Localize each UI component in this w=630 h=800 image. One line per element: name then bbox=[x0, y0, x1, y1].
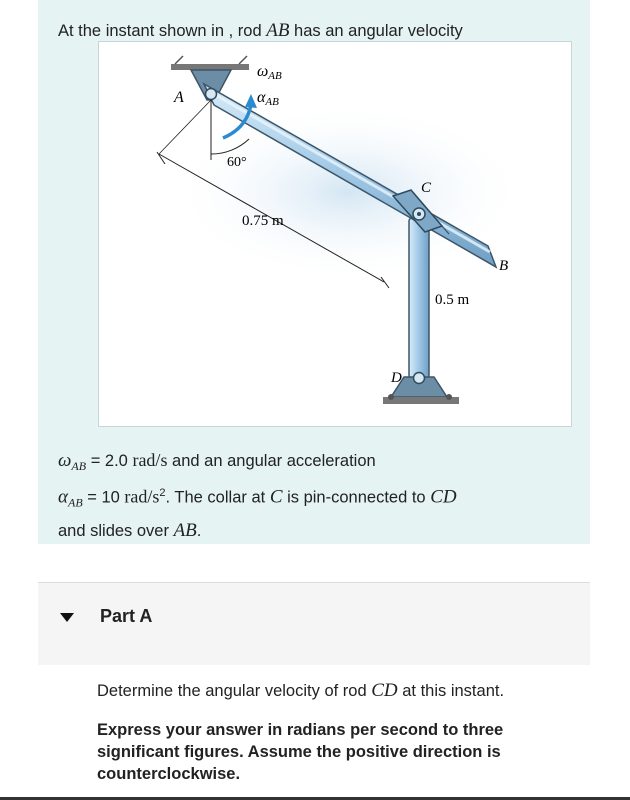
problem-figure bbox=[98, 41, 572, 427]
rod-cd bbox=[409, 218, 429, 378]
alpha-label: αAB bbox=[257, 89, 279, 108]
part-title[interactable]: Part A bbox=[100, 606, 153, 626]
label-a: A bbox=[174, 89, 184, 106]
rod-ab-symbol: AB bbox=[266, 20, 290, 41]
length-cd-label: 0.5 m bbox=[435, 292, 470, 308]
omega-label: ωAB bbox=[257, 63, 282, 82]
label-d: D bbox=[391, 370, 402, 386]
alpha-statement: $\alpha_{AB} = 10$ rad/$s^2$. The collar at C is pin-connected to CD bbox=[58, 486, 457, 510]
length-ab-label: 0.75 m bbox=[242, 213, 284, 229]
problem-card bbox=[38, 0, 590, 544]
omega-statement: $\omega_{AB} = 2.0$ rad/s and an angular acceleration bbox=[58, 450, 376, 473]
label-b: B bbox=[499, 258, 509, 274]
part-instructions: Express your answer in radians per second to three significant figures. Assume the positive direction is counterclockwise. bbox=[97, 721, 504, 783]
problem-given bbox=[58, 447, 457, 545]
part-question: Determine the angular velocity of rod CD at this instant. bbox=[97, 680, 505, 701]
problem-intro: At the instant shown in , rod AB has an angular velocity bbox=[58, 20, 463, 41]
pin-a bbox=[206, 89, 217, 100]
slide-statement: and slides over AB. bbox=[58, 519, 202, 541]
angle-label: 60° bbox=[227, 155, 247, 170]
label-c: C bbox=[421, 180, 432, 196]
collapse-caret-icon[interactable] bbox=[60, 613, 74, 622]
part-a-header[interactable] bbox=[38, 583, 590, 665]
